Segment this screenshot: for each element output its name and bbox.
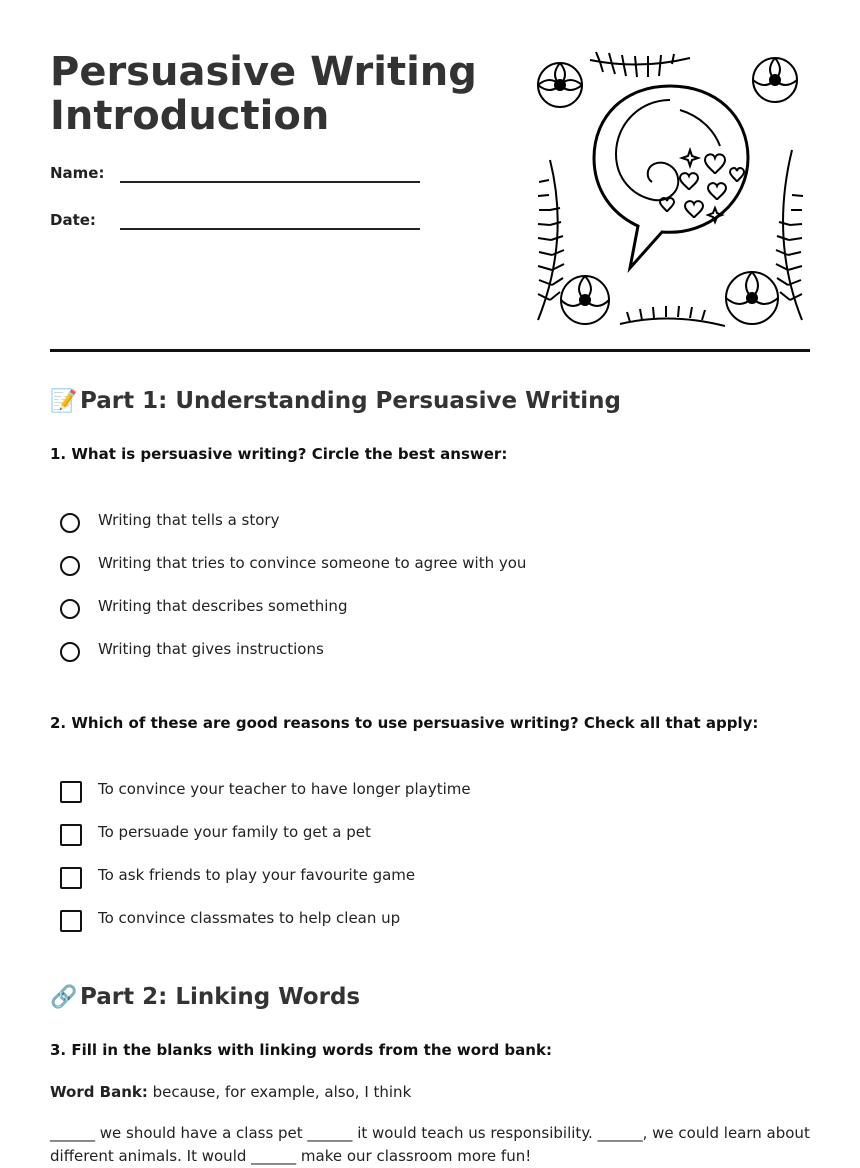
q1-option[interactable] — [60, 511, 800, 537]
checkbox-icon[interactable] — [60, 867, 82, 889]
q2-option[interactable] — [60, 780, 800, 806]
radio-circle-icon[interactable] — [60, 642, 80, 662]
q1-option-label: Writing that tells a story — [98, 511, 280, 529]
title-line-1: Persuasive Writing — [50, 49, 477, 95]
q1-option-label: Writing that gives instructions — [98, 640, 324, 658]
date-write-line[interactable] — [120, 228, 420, 230]
name-write-line[interactable] — [120, 181, 420, 183]
page-title — [50, 50, 490, 138]
part-1-title: Part 1: Understanding Persuasive Writing — [80, 388, 622, 414]
speech-bubble-hearts-fern-illustration — [530, 50, 810, 330]
q1-option[interactable] — [60, 554, 800, 580]
part-2-heading — [50, 984, 360, 1010]
date-field — [50, 211, 420, 241]
title-line-2: Introduction — [50, 93, 330, 139]
checkbox-icon[interactable] — [60, 824, 82, 846]
question-3: 3. Fill in the blanks with linking words from the word bank: — [50, 1041, 552, 1059]
paragraph-line-2: different animals. It would ______ make our classroom more fun! — [50, 1147, 532, 1165]
header-divider — [50, 349, 810, 352]
word-bank-words: because, for example, also, I think — [147, 1083, 412, 1101]
date-label: Date: — [50, 211, 96, 229]
fill-in-paragraph[interactable] — [50, 1122, 810, 1168]
q2-option[interactable] — [60, 823, 800, 849]
word-bank — [50, 1083, 411, 1101]
part-1-heading — [50, 388, 621, 414]
question-1: 1. What is persuasive writing? Circle the best answer: — [50, 445, 508, 463]
part-2-title: Part 2: Linking Words — [80, 984, 361, 1010]
radio-circle-icon[interactable] — [60, 556, 80, 576]
radio-circle-icon[interactable] — [60, 513, 80, 533]
link-icon: 🔗 — [50, 985, 78, 1010]
checkbox-icon[interactable] — [60, 781, 82, 803]
q2-option-label: To ask friends to play your favourite game — [98, 866, 416, 884]
q2-option-label: To convince your teacher to have longer playtime — [98, 780, 471, 798]
q2-option-label: To convince classmates to help clean up — [98, 909, 401, 927]
q2-option-label: To persuade your family to get a pet — [98, 823, 371, 841]
memo-icon: 📝 — [50, 389, 78, 414]
q2-option[interactable] — [60, 866, 800, 892]
question-2: 2. Which of these are good reasons to use persuasive writing? Check all that apply: — [50, 714, 759, 732]
q2-option[interactable] — [60, 909, 800, 935]
radio-circle-icon[interactable] — [60, 599, 80, 619]
name-field — [50, 164, 420, 194]
word-bank-label: Word Bank: — [50, 1083, 148, 1101]
paragraph-line-1: ______ we should have a class pet ______ it would teach us responsibility. ______, we could learn about — [50, 1124, 810, 1142]
q1-option[interactable] — [60, 640, 800, 666]
q1-option-label: Writing that tries to convince someone to agree with you — [98, 554, 527, 572]
name-label: Name: — [50, 164, 105, 182]
q1-option-label: Writing that describes something — [98, 597, 348, 615]
checkbox-icon[interactable] — [60, 910, 82, 932]
q1-option[interactable] — [60, 597, 800, 623]
